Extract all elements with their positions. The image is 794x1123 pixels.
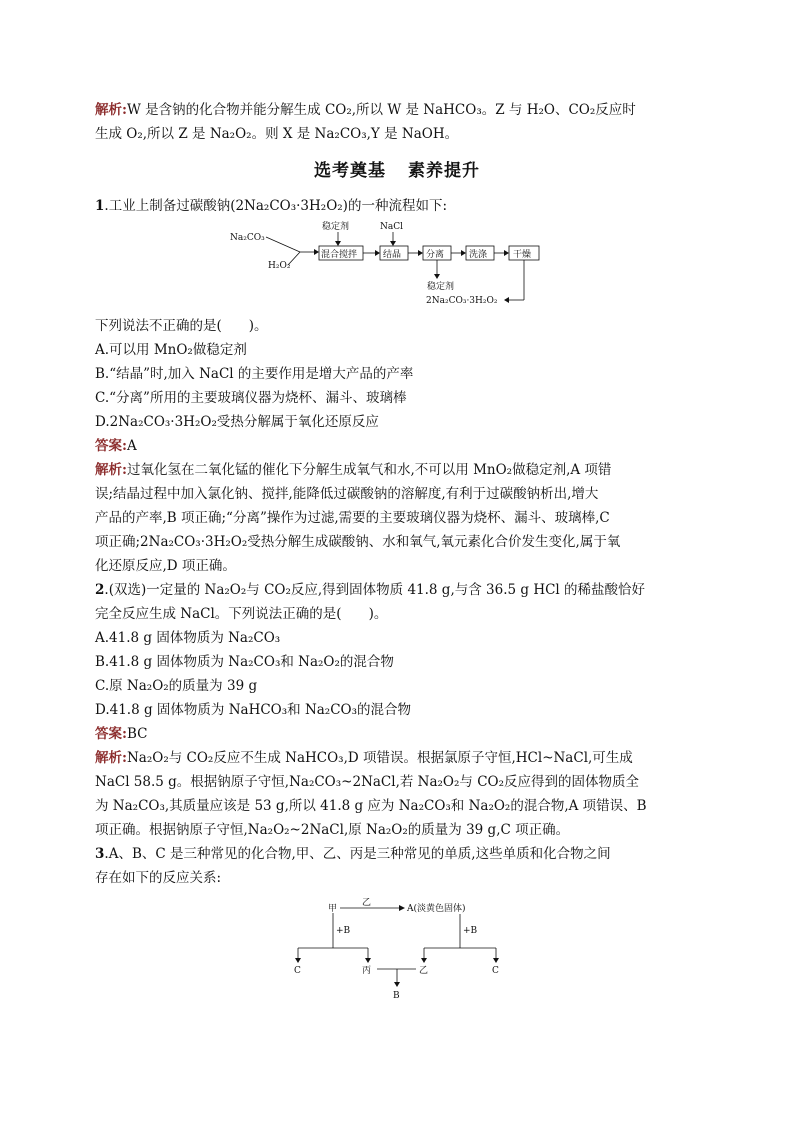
question-1-ask: 下列说法不正确的是( )。 bbox=[95, 318, 268, 334]
question-3-stem-2: 存在如下的反应关系: bbox=[95, 870, 222, 886]
edge-yi-label: 乙 bbox=[362, 898, 372, 908]
stabilizer-bottom-label: 稳定剂 bbox=[427, 282, 455, 292]
process-flow-diagram bbox=[230, 218, 560, 310]
analysis-label: 解析: bbox=[95, 102, 127, 118]
node-c-left: C bbox=[294, 966, 301, 976]
option-1c[interactable]: C.“分离”所用的主要玻璃仪器为烧杯、漏斗、玻璃棒 bbox=[95, 390, 407, 406]
analysis-text: 过氧化氢在二氧化锰的催化下分解生成氧气和水,不可以用 MnO₂做稳定剂,A 项错 bbox=[126, 462, 612, 478]
node-b: B bbox=[393, 991, 400, 1001]
node-a: A(淡黄色固体) bbox=[407, 904, 466, 914]
answer-1 bbox=[95, 436, 137, 456]
answer-2 bbox=[95, 724, 148, 744]
answer-value: A bbox=[126, 438, 137, 454]
answer-label: 答案: bbox=[95, 438, 127, 454]
option-2d[interactable]: D.41.8 g 固体物质为 NaHCO₃和 Na₂CO₃的混合物 bbox=[95, 702, 412, 718]
step-dry-label: 干燥 bbox=[513, 250, 532, 260]
prev-analysis-line-2: 生成 O₂,所以 Z 是 Na₂O₂。则 X 是 Na₂CO₃,Y 是 NaOH。 bbox=[95, 126, 459, 142]
analysis-text: W 是含钠的化合物并能分解生成 CO₂,所以 W 是 NaHCO₃。Z 与 H₂O、CO₂反应时 bbox=[126, 102, 636, 118]
analysis-label: 解析: bbox=[95, 750, 127, 766]
option-2a[interactable]: A.41.8 g 固体物质为 Na₂CO₃ bbox=[95, 630, 281, 646]
question-text: .工业上制备过碳酸钠(2Na₂CO₃·3H₂O₂)的一种流程如下: bbox=[104, 198, 447, 214]
analysis-1-line-5: 化还原反应,D 项正确。 bbox=[95, 558, 236, 574]
question-2-stem-1 bbox=[95, 580, 645, 600]
option-1d[interactable]: D.2Na₂CO₃·3H₂O₂受热分解属于氧化还原反应 bbox=[95, 414, 379, 430]
analysis-2-line-3: 为 Na₂CO₃,其质量应该是 53 g,所以 41.8 g 应为 Na₂CO₃和 Na₂O₂的混合物,A 项错误、B bbox=[95, 798, 647, 814]
answer-label: 答案: bbox=[95, 726, 127, 742]
stabilizer-top-label: 稳定剂 bbox=[322, 222, 350, 232]
input-na2co3: Na₂CO₃ bbox=[230, 233, 265, 243]
analysis-2-line-2: NaCl 58.5 g。根据钠原子守恒,Na₂CO₃~2NaCl,若 Na₂O₂与 CO₂反应得到的固体物质全 bbox=[95, 774, 640, 790]
analysis-2-line-1 bbox=[95, 748, 633, 768]
nacl-label: NaCl bbox=[380, 222, 404, 232]
option-1a[interactable]: A.可以用 MnO₂做稳定剂 bbox=[95, 342, 247, 358]
analysis-label: 解析: bbox=[95, 462, 127, 478]
product-label: 2Na₂CO₃·3H₂O₂ bbox=[426, 296, 498, 306]
input-h2o2: H₂O₂ bbox=[268, 261, 291, 271]
option-1b[interactable]: B.“结晶”时,加入 NaCl 的主要作用是增大产品的产率 bbox=[95, 366, 414, 382]
section-title bbox=[0, 156, 794, 181]
question-text: .A、B、C 是三种常见的化合物,甲、乙、丙是三种常见的单质,这些单质和化合物之间 bbox=[104, 846, 611, 862]
question-number: 2 bbox=[95, 582, 105, 598]
analysis-1-line-2: 误;结晶过程中加入氯化钠、搅拌,能降低过碳酸钠的溶解度,有利于过碳酸钠析出,增大 bbox=[95, 486, 599, 502]
node-bing: 丙 bbox=[362, 966, 372, 976]
question-3-stem-1 bbox=[95, 844, 611, 864]
option-2c[interactable]: C.原 Na₂O₂的质量为 39 g bbox=[95, 678, 258, 694]
plus-b-left: +B bbox=[336, 926, 351, 936]
analysis-1-line-3: 产品的产率,B 项正确;“分离”操作为过滤,需要的主要玻璃仪器为烧杯、漏斗、玻璃棒,C bbox=[95, 510, 610, 526]
question-2-stem-2: 完全反应生成 NaCl。下列说法正确的是( )。 bbox=[95, 606, 388, 622]
prev-analysis-line-1 bbox=[95, 100, 636, 120]
section-title-part-1: 选考奠基 bbox=[314, 161, 386, 181]
question-1-stem bbox=[95, 196, 447, 216]
section-title-part-2: 素养提升 bbox=[408, 161, 480, 181]
analysis-text: Na₂O₂与 CO₂反应不生成 NaHCO₃,D 项错误。根据氯原子守恒,HCl~NaCl,可生成 bbox=[126, 750, 633, 766]
question-text: .(双选)一定量的 Na₂O₂与 CO₂反应,得到固体物质 41.8 g,与含 36.5 g HCl 的稀盐酸恰好 bbox=[104, 582, 646, 598]
plus-b-right: +B bbox=[463, 926, 478, 936]
step-separate-label: 分离 bbox=[426, 250, 445, 260]
step-wash-label: 洗涤 bbox=[469, 250, 488, 260]
node-jia: 甲 bbox=[328, 904, 338, 914]
reaction-relationship-diagram bbox=[290, 898, 510, 1002]
step-crystallize-label: 结晶 bbox=[383, 250, 402, 260]
step-mix-label: 混合搅拌 bbox=[321, 250, 358, 260]
analysis-1-line-1 bbox=[95, 460, 611, 480]
analysis-1-line-4: 项正确;2Na₂CO₃·3H₂O₂受热分解生成碳酸钠、水和氧气,氧元素化合价发生变化,属于氧 bbox=[95, 534, 621, 550]
question-number: 1 bbox=[95, 198, 105, 214]
question-number: 3 bbox=[95, 846, 105, 862]
node-c-right: C bbox=[492, 966, 499, 976]
node-yi: 乙 bbox=[419, 966, 429, 976]
answer-value: BC bbox=[126, 726, 148, 742]
analysis-2-line-4: 项正确。根据钠原子守恒,Na₂O₂~2NaCl,原 Na₂O₂的质量为 39 g,C 项正确。 bbox=[95, 822, 570, 838]
option-2b[interactable]: B.41.8 g 固体物质为 Na₂CO₃和 Na₂O₂的混合物 bbox=[95, 654, 394, 670]
